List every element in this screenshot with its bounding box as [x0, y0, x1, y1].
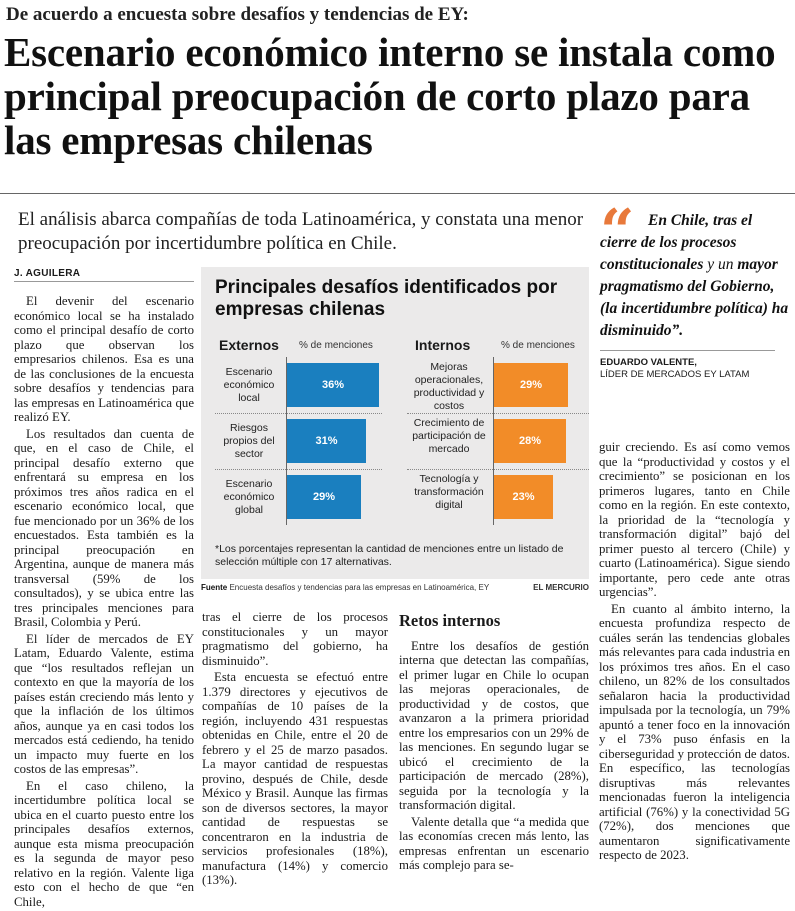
paragraph: Los resultados dan cuenta de que, en el caso de Chile, el principal desafío externo que enfrentará su empresa en los próximos tres años radica en el escenario económico local, que fue mencionado por un 36% de los encuestados. Esta también es la principal preocupación en Argentina, aunque de manera más transversal (59% de los consultados), y se ubica entre las tres principales menciones para Brasil, Colombia y Perú.: [14, 426, 194, 629]
internos-heading: Internos: [415, 337, 471, 353]
section-heading: Retos internos: [399, 611, 501, 630]
headline: Escenario económico interno se instala como principal preocupación de corto plazo para las empresas chilenas: [4, 29, 776, 163]
external-bar: [287, 475, 361, 519]
quote-part: y un: [703, 256, 738, 273]
quote-rule: [600, 350, 775, 351]
pull-quote: [600, 197, 790, 381]
external-category-label: Escenario económico local: [223, 366, 275, 404]
paragraph: tras el cierre de los procesos constitucionales y un mayor pragmatismo del gobierno, ha disminuido”.: [202, 610, 388, 668]
byline: J. AGUILERA: [14, 268, 81, 279]
external-bar: [287, 419, 366, 463]
externos-column-label: % de menciones: [299, 340, 373, 351]
paragraph: guir creciendo. Es así como vemos que la “productividad y costos y el crecimiento” se posicionan en los primeros lugares, tanto en Chile como en la región. En este contexto, la prioridad de la “tecnología y transformación digital” bajó del primer puesto al tercero (Chile) y cuarto (Latinoamérica). Sigue siendo importante, pero cede ante otras urgencias”.: [599, 440, 790, 599]
internal-category-label: Mejoras operacionales, productividad y costos: [413, 361, 485, 412]
paragraph: El líder de mercados de EY Latam, Eduardo Valente, estima que “los resultados reflejan un contexto en que la mayoría de los países están creciendo más lento y que la inflación de los últimos años, aunque ya en casi todos los mercados está cediendo, ha tenido un impacto muy fuerte en los costos de las empresas”.: [14, 631, 194, 776]
headline-rule: [0, 193, 795, 194]
column-3-body: [399, 639, 589, 873]
internal-bar: [494, 475, 553, 519]
internal-bar-value: 29%: [519, 379, 543, 391]
kicker: De acuerdo a encuesta sobre desafíos y tendencias de EY:: [6, 4, 469, 25]
article-column-3: [399, 610, 589, 875]
infographic-source: [201, 583, 589, 592]
quote-part: En Chile,: [648, 212, 714, 229]
paragraph: En el caso chileno, la incertidumbre política local se ubica en el cuarto puesto entre los principales desafíos externos, aunque esta misma preocupación es la segunda de mayor peso relativo en la región. Valente liga esto con el hecho de que “en Chile,: [14, 778, 194, 909]
internal-category-label: Tecnología y transformación digital: [414, 473, 484, 511]
external-bar-value: 31%: [315, 435, 338, 447]
source-text: Encuesta desafíos y tendencias para las empresas en Latinoamérica, EY: [227, 583, 490, 592]
article-column-2: [202, 610, 388, 890]
quote-author: EDUARDO VALENTE,: [600, 357, 697, 368]
paragraph: Entre los desafíos de gestión interna que detectan las compañías, el primer lugar en Chile lo ocupan las mejoras operacionales, de productividad y de costos, que avanzaron a la primera prioridad entre los empresarios con un 29% de las menciones. En segundo lugar se ubicó el crecimiento de la participación de mercado (28%), seguida por la tecnología y la transformación digital.: [399, 638, 589, 812]
paragraph: Valente detalla que “a medida que las economías crecen más lento, las empresas enfrentan un escenario más complejo para se-: [399, 814, 589, 872]
quote-part: mayor pragmatismo del Gobierno, (la incertidumbre política) ha disminuido: [600, 256, 789, 339]
external-category-label: Riesgos propios del sector: [223, 422, 275, 460]
external-bar-value: 36%: [321, 379, 345, 391]
brand: EL MERCURIO: [533, 583, 589, 592]
internos-column-label: % de menciones: [501, 340, 575, 351]
internal-category-label: Crecimiento de participación de mercado: [412, 417, 486, 455]
external-bar: [287, 363, 379, 407]
internal-bar-value: 23%: [512, 491, 535, 503]
quote-part: tras el cierre de los procesos constitucionales: [600, 212, 753, 273]
external-row-divider: [215, 469, 382, 470]
quote-role: LÍDER DE MERCADOS EY LATAM: [600, 369, 750, 380]
infographic: [201, 267, 589, 579]
external-category-label: Escenario económico global: [223, 478, 275, 516]
external-row-divider: [215, 413, 382, 414]
external-bar-value: 29%: [312, 491, 336, 503]
quote-mark-icon: “: [600, 197, 635, 267]
externos-heading: Externos: [219, 337, 279, 353]
internal-bar: [494, 363, 568, 407]
internal-bar-value: 28%: [518, 435, 542, 447]
paragraph: El devenir del escenario económico local se ha instalado como el principal desafío de corto plazo que observan los empresarios chilenos. Esa es una de las conclusiones de la encuesta sobre desafíos y tendencias para las empresas en Latinoamérica que realizó EY.: [14, 294, 194, 424]
quote-part: ”.: [671, 322, 684, 339]
internal-row-divider: [407, 469, 589, 470]
paragraph: En cuanto al ámbito interno, la encuesta profundiza respecto de cuáles serán las tendencias globales más relevantes para cada industria en los próximos tres años. En el caso chileno, un 82% de los consultados señalaron hacia la productividad impulsada por la tecnología, un 79% apuntó a tener foco en la innovación y el 73% puso énfasis en la ciberseguridad y protección de datos. En específico, las tecnologías disruptivas más relevantes mencionadas fueron la inteligencia artificial (76%) y la conectividad 5G (72%), dos menciones que aumentaron significativamente respecto de 2023.: [599, 601, 790, 862]
article-column-4: [599, 440, 790, 865]
byline-rule: [14, 281, 194, 282]
source-label: Fuente: [201, 583, 228, 592]
paragraph: Esta encuesta se efectuó entre 1.379 directores y ejecutivos de compañías de 10 países de la región, incluyendo 431 respuestas obtenidas en Chile, entre el 20 de febrero y el 25 de marzo pasados. La mayor cantidad de respuestas provino, después de Chile, desde México y Brasil. Aunque las firmas son de diversos sectores, la mayor cantidad de respuestas se concentraron en la industria de servicios profesionales (18%), manufactura (14%) y comercio (13%).: [202, 670, 388, 887]
infographic-title: Principales desafíos identificados por empresas chilenas: [215, 277, 558, 320]
internal-bar: [494, 419, 566, 463]
infographic-note: *Los porcentajes representan la cantidad de menciones entre un listado de selección múltiple con 17 alternativas.: [215, 543, 564, 568]
subhead: El análisis abarca compañías de toda Latinoamérica, y constata una menor preocupación por incertidumbre política en Chile.: [18, 209, 584, 254]
article-column-1: [14, 294, 194, 911]
internal-row-divider: [407, 413, 589, 414]
